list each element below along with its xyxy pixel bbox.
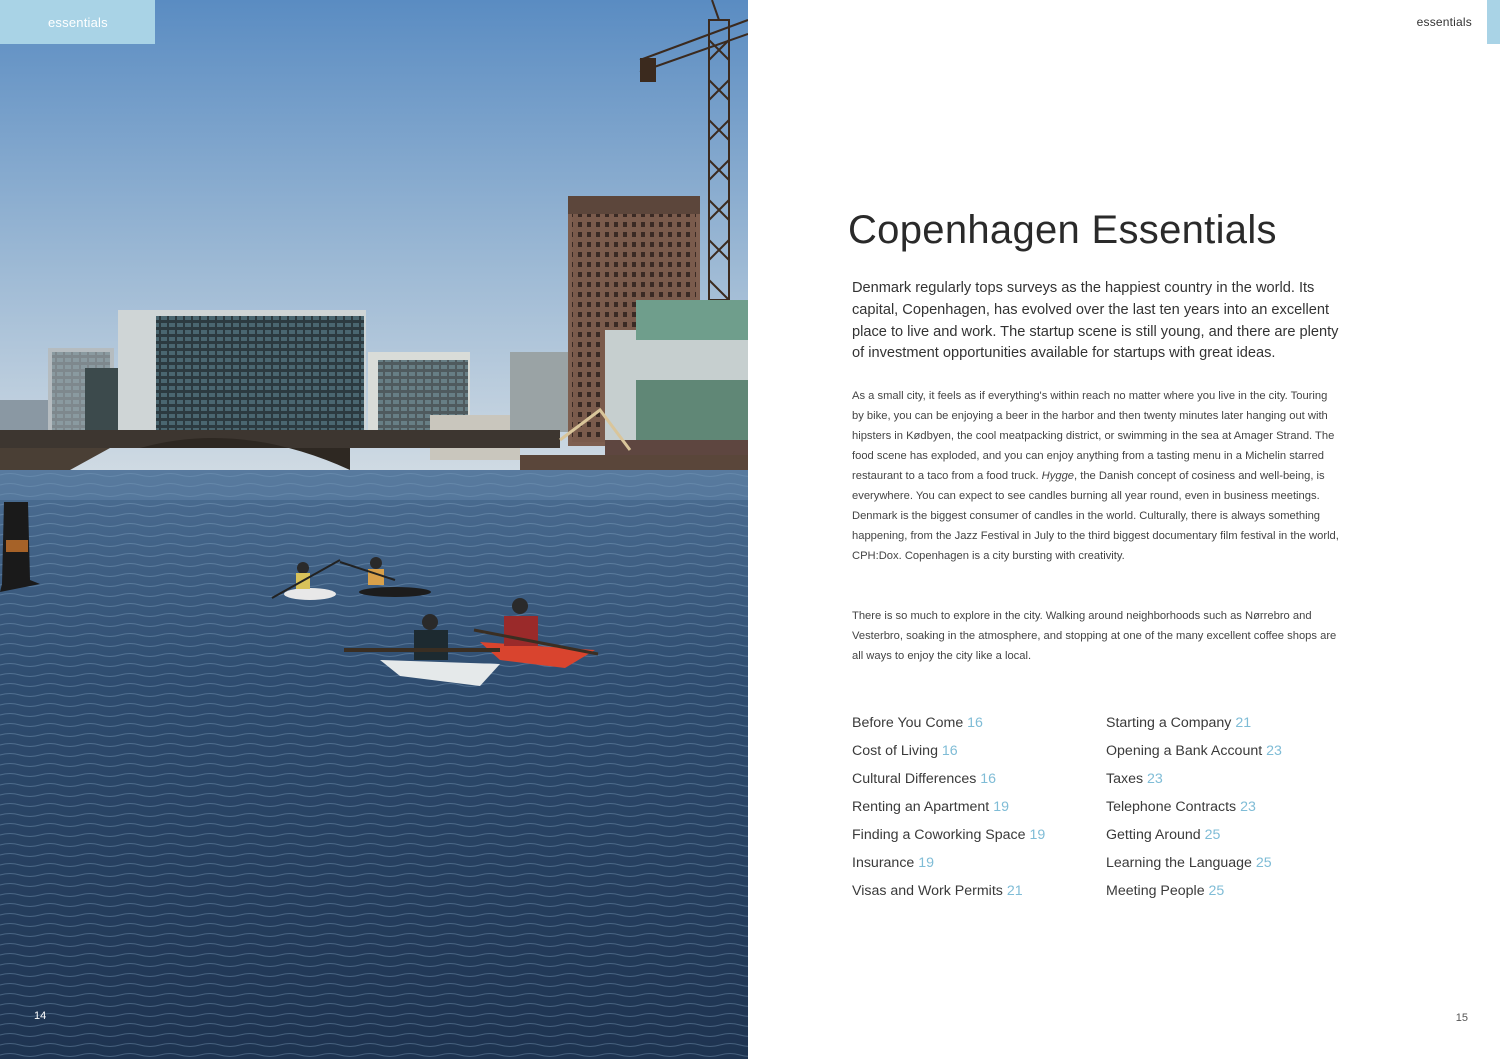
toc-item[interactable] bbox=[1106, 821, 1282, 849]
body-text: As a small city, it feels as if everything's within reach no matter where you live in the city. Touring by bike, you can be enjoying a beer in the harbor and then twenty minutes later hanging out with hipsters in Kødbyen, the cool meatpacking district, or swimming in the sea at Amager Strand. The food scene has exploded, and you can enjoy anything from a tasting menu in a Michelin starred restaurant to a taco from a food truck. bbox=[852, 390, 1335, 482]
section-tab-left bbox=[0, 0, 155, 44]
body-paragraph-1 bbox=[852, 386, 1342, 566]
toc-item-label: Starting a Company bbox=[1106, 715, 1232, 731]
toc-item-page: 16 bbox=[967, 715, 983, 731]
section-tab-right bbox=[1487, 0, 1500, 44]
toc-item-label: Cultural Differences bbox=[852, 771, 977, 787]
left-page bbox=[0, 0, 748, 1059]
right-page bbox=[748, 0, 1500, 1059]
toc-item[interactable] bbox=[1106, 877, 1282, 905]
toc-item[interactable] bbox=[852, 793, 1045, 821]
toc-item-label: Taxes bbox=[1106, 771, 1144, 787]
page-title: Copenhagen Essentials bbox=[848, 208, 1277, 252]
section-tab-label: essentials bbox=[48, 15, 108, 30]
toc-item-label: Opening a Bank Account bbox=[1106, 743, 1263, 759]
toc-item-label: Getting Around bbox=[1106, 827, 1201, 843]
toc-item-label: Learning the Language bbox=[1106, 855, 1252, 871]
toc-item-page: 25 bbox=[1204, 827, 1221, 843]
toc-item-label: Renting an Apartment bbox=[852, 799, 990, 815]
toc-item-page: 16 bbox=[980, 771, 997, 787]
kayak-harbor-photo bbox=[0, 0, 748, 1059]
toc-item-label: Meeting People bbox=[1106, 883, 1205, 899]
toc-item-page: 19 bbox=[918, 855, 935, 871]
toc-item-page: 19 bbox=[1029, 827, 1046, 843]
toc-item-page: 16 bbox=[941, 743, 958, 759]
toc-item[interactable] bbox=[852, 821, 1045, 849]
page-number-right: 15 bbox=[1455, 1012, 1468, 1024]
toc-item-page: 21 bbox=[1235, 715, 1252, 731]
toc-item-label: Before You Come bbox=[852, 715, 964, 731]
toc-item-page: 23 bbox=[1240, 799, 1256, 815]
body-paragraph-2: There is so much to explore in the city. Walking around neighborhoods such as Nørrebro and Vesterbro, soaking in the atmosphere, and stopping at one of the many excellent coffee shops are all ways to enjoy the city like a local. bbox=[852, 610, 1337, 662]
toc-item[interactable] bbox=[852, 709, 1045, 737]
toc-item-page: 19 bbox=[993, 799, 1009, 815]
lead-paragraph: Denmark regularly tops surveys as the happiest country in the world. Its capital, Copenhagen, has evolved over the last ten years into an excellent place to live and work. The startup scene is still young, and there are plenty of investment opportunities available for startups with great ideas. bbox=[852, 280, 1339, 362]
toc-item[interactable] bbox=[852, 877, 1045, 905]
toc-item-page: 23 bbox=[1266, 743, 1282, 759]
toc-item[interactable] bbox=[1106, 709, 1282, 737]
toc-item[interactable] bbox=[852, 737, 1045, 765]
toc-item-page: 23 bbox=[1147, 771, 1163, 787]
toc-item-label: Finding a Coworking Space bbox=[852, 827, 1026, 843]
toc-item[interactable] bbox=[852, 849, 1045, 877]
toc-item-page: 25 bbox=[1255, 855, 1272, 871]
toc-item-page: 21 bbox=[1006, 883, 1023, 899]
toc-item[interactable] bbox=[1106, 737, 1282, 765]
toc-item[interactable] bbox=[1106, 765, 1282, 793]
toc-item[interactable] bbox=[852, 765, 1045, 793]
toc-column-left bbox=[852, 709, 1045, 905]
section-tab-label: essentials bbox=[1416, 15, 1472, 29]
toc-item-label: Visas and Work Permits bbox=[852, 883, 1003, 899]
toc-column-right bbox=[1106, 709, 1282, 905]
toc-item-label: Telephone Contracts bbox=[1106, 799, 1237, 815]
toc-item-page: 25 bbox=[1208, 883, 1225, 899]
toc-item[interactable] bbox=[1106, 849, 1282, 877]
toc-item[interactable] bbox=[1106, 793, 1282, 821]
body-emphasis: Hygge bbox=[1041, 470, 1075, 482]
toc-item-label: Cost of Living bbox=[852, 743, 938, 759]
toc-item-label: Insurance bbox=[852, 855, 915, 871]
page-number-left: 14 bbox=[34, 1010, 47, 1022]
body-text: , the Danish concept of cosiness and well-being, is everywhere. You can expect to see candles burning all year round, even in business meetings. Denmark is the biggest consumer of candles in the world. Culturally, there is always something happening, from the Jazz Festival in July to the third biggest documentary film festival in the world, CPH:Dox. Copenhagen is a city bursting with creativity. bbox=[852, 470, 1339, 562]
